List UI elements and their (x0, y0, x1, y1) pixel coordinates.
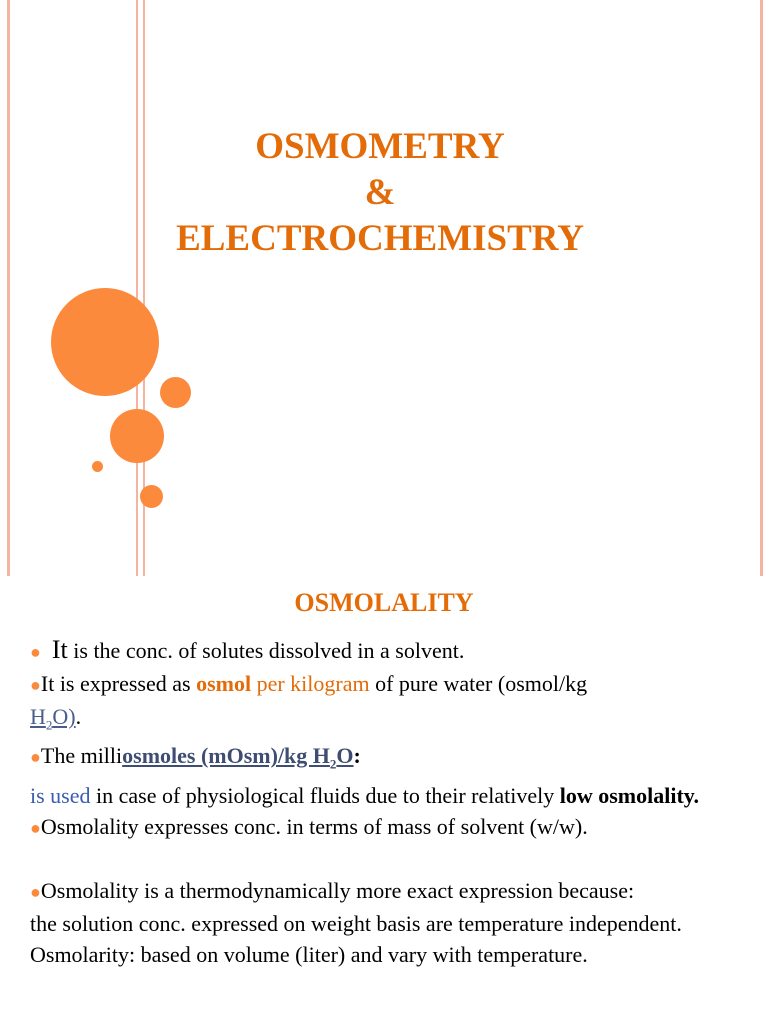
bullet-continuation: is used in case of physiological fluids due to their relatively low osmolality. (30, 782, 700, 808)
bullet-continuation: Osmolarity: based on volume (liter) and vary with temperature. (30, 941, 588, 967)
decor-circle-tiny (92, 461, 103, 472)
bullet-dot-icon: ● (30, 675, 41, 695)
content-slide (0, 576, 768, 1024)
bullet-item: ● It is the conc. of solutes dissolved in a solvent. (30, 635, 465, 664)
title-line: OSMOMETRY (255, 126, 505, 167)
decor-circle-large (51, 288, 159, 396)
decor-line (136, 0, 138, 576)
bullet-item: ●Osmolality is a thermodynamically more exact expression because: (30, 877, 635, 903)
bullet-item: ●The milliosmoles (mOsm)/kg $H_2O$: (30, 743, 361, 772)
bullet-dot-icon: ● (30, 642, 41, 662)
decor-circle-medium (110, 409, 164, 463)
milliosmoles-link[interactable]: osmoles (mOsm)/kg $H_2O$ (122, 743, 354, 772)
decor-circle-small (160, 377, 191, 408)
slide-body (30, 634, 750, 970)
decor-circle-small (140, 485, 163, 508)
bullet-item: ●It is expressed as osmol per kilogram of pure water (osmol/kg $H_2O$). (30, 671, 588, 733)
bullet-dot-icon: ● (30, 747, 41, 768)
bullet-item: ●Osmolality expresses conc. in terms of mass of solvent (w/w). (30, 813, 588, 839)
h2o-link[interactable]: $H_2O$) (30, 704, 76, 733)
slide-title (130, 124, 630, 262)
title-line: ELECTROCHEMISTRY (176, 218, 584, 259)
slide-heading: OSMOLALITY (294, 588, 474, 617)
decor-line (7, 0, 10, 576)
title-line: & (364, 172, 396, 213)
bullet-dot-icon: ● (30, 881, 41, 902)
bullet-dot-icon: ● (30, 817, 41, 838)
bullet-continuation: the solution conc. expressed on weight basis are temperature independent. (30, 910, 682, 936)
decor-line (760, 0, 763, 576)
